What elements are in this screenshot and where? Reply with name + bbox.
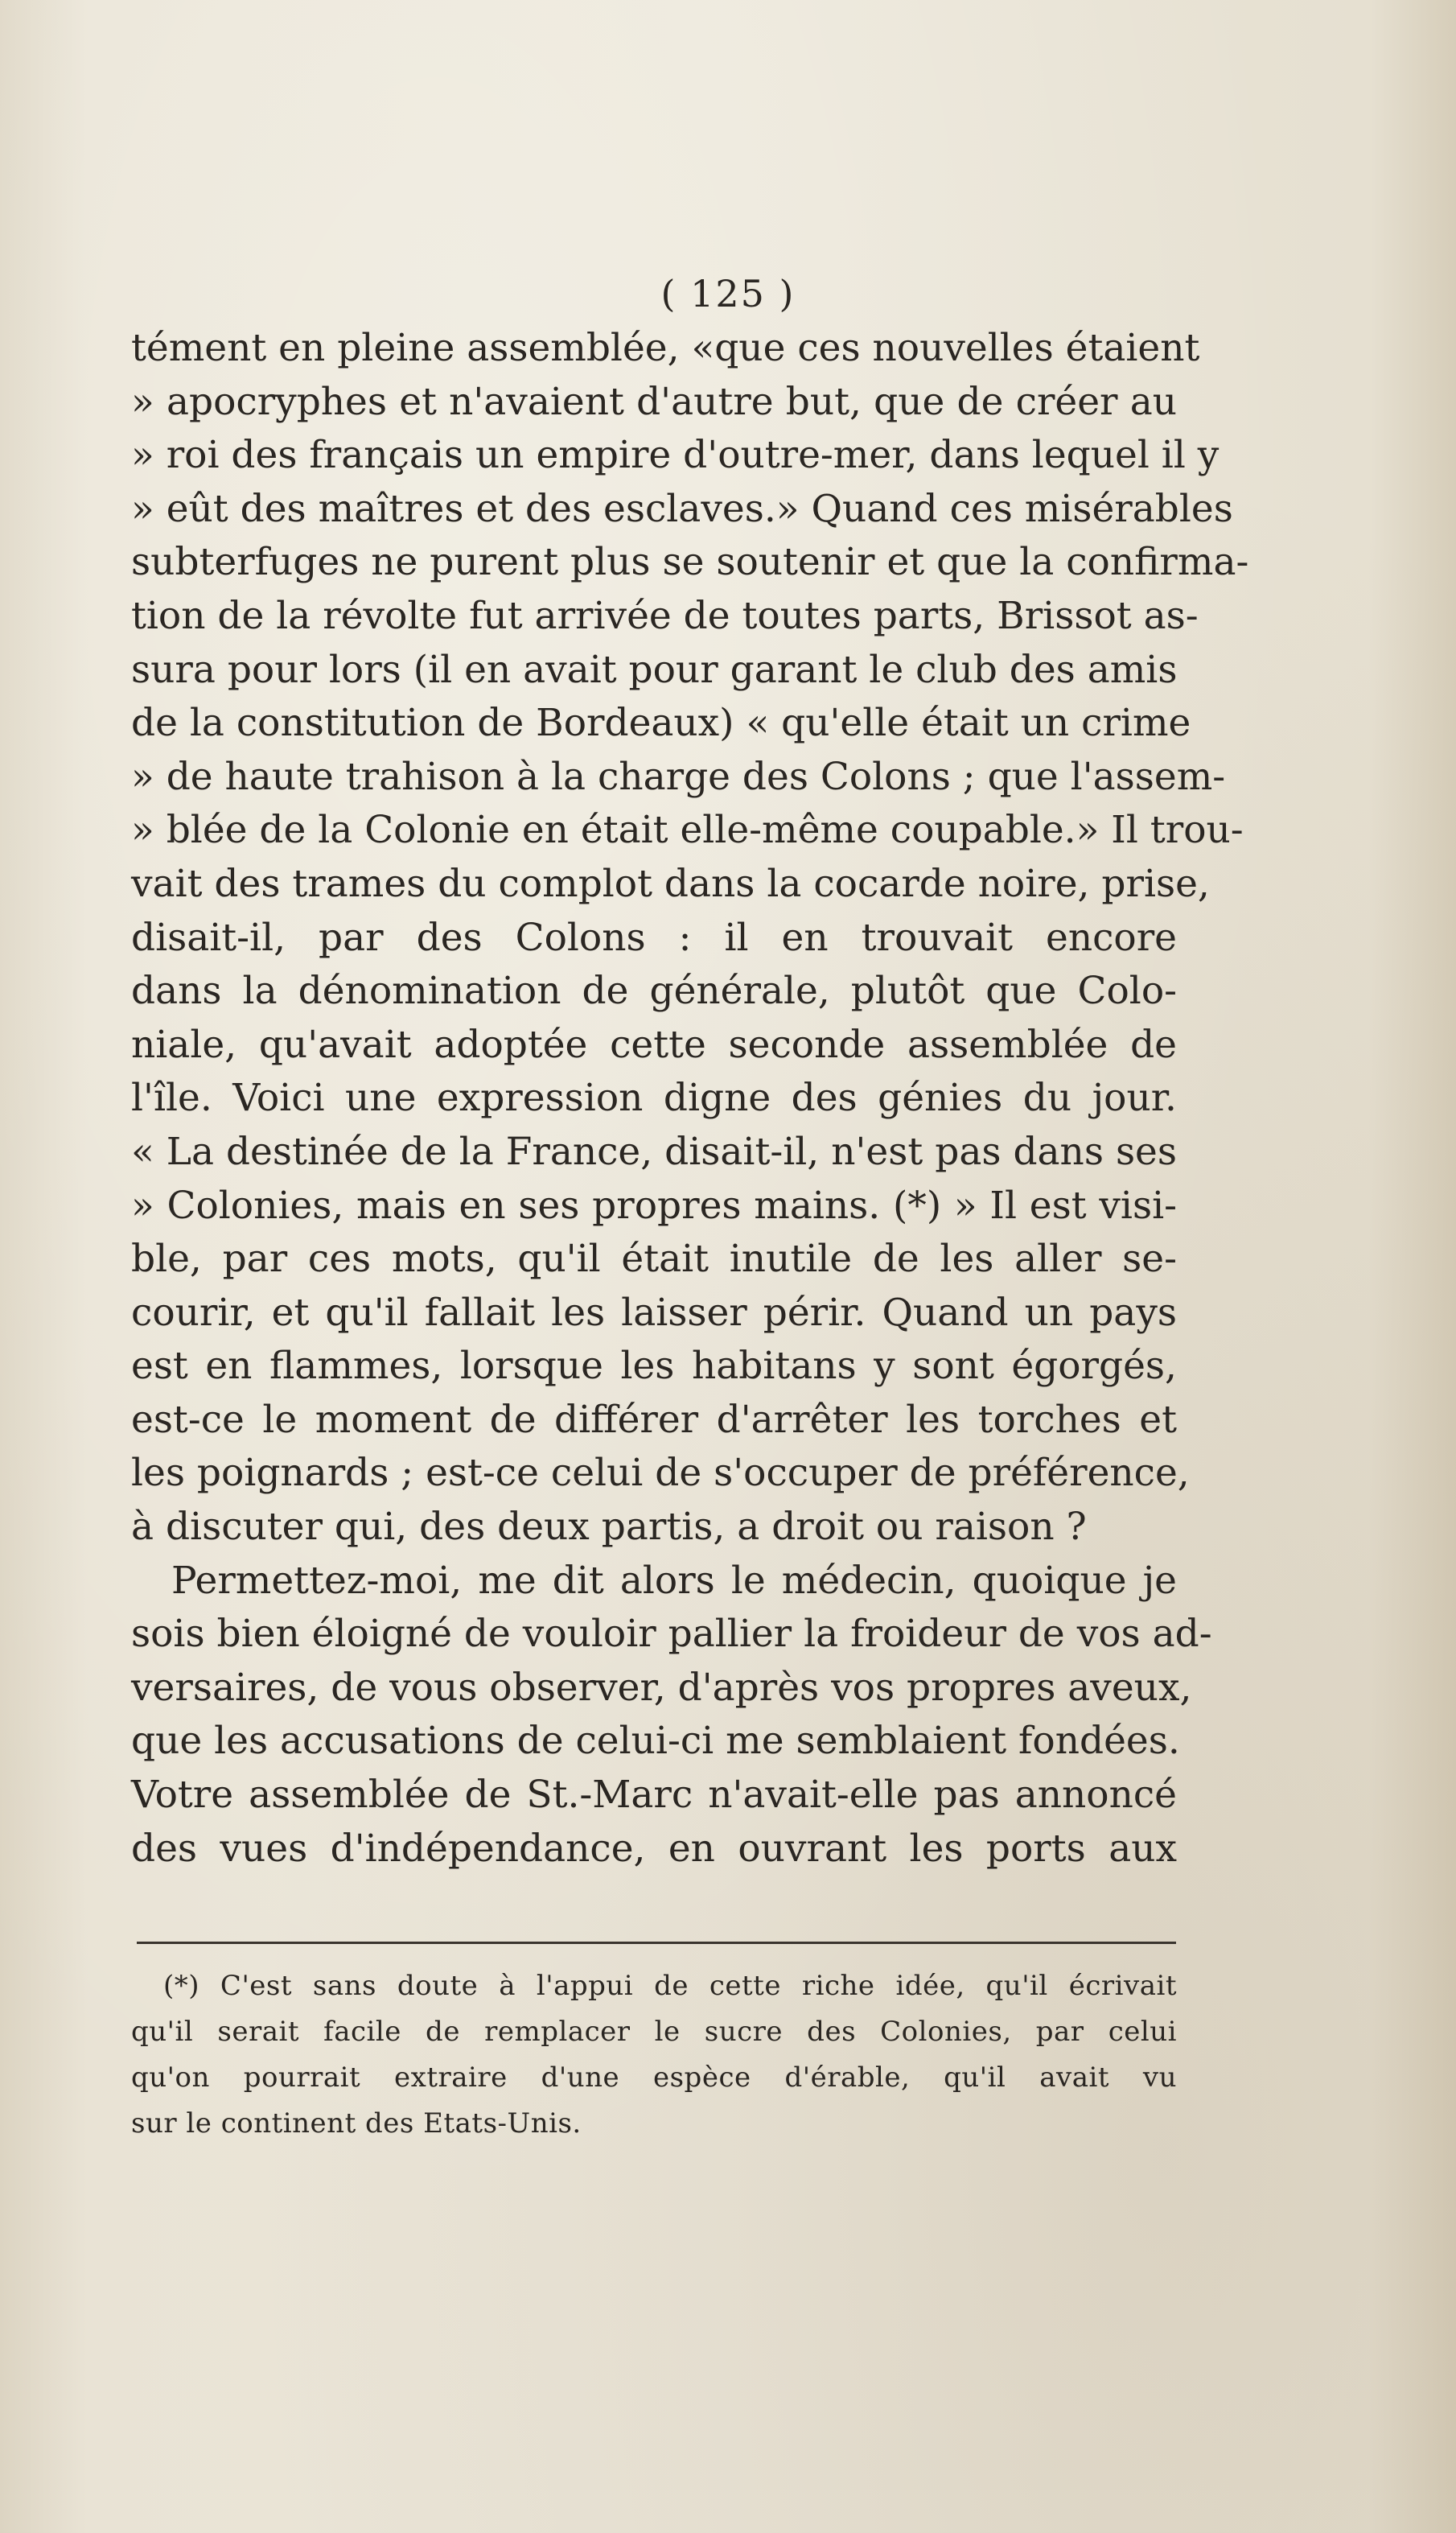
- text-line: sura pour lors (il en avait pour garant le club des amis: [131, 647, 1178, 692]
- text-line: disait-il, par des Colons : il en trouvait encore: [131, 915, 1177, 960]
- text-line: vait des trames du complot dans la cocarde noire, prise,: [131, 861, 1210, 906]
- text-line: » eût des maîtres et des esclaves.» Quand ces misérables: [131, 486, 1233, 531]
- text-line: tion de la révolte fut arrivée de toutes parts, Brissot as-: [131, 593, 1199, 638]
- text-line: courir, et qu'il fallait les laisser périr. Quand un pays: [131, 1290, 1177, 1335]
- footnote-line: sur le continent des Etats-Unis.: [131, 2107, 582, 2140]
- text-line: » roi des français un empire d'outre-mer, dans lequel il y: [131, 433, 1220, 478]
- footnote: [131, 1963, 1177, 2147]
- text-line: sois bien éloigné de vouloir pallier la froideur de vos ad-: [131, 1612, 1212, 1657]
- text-line: des vues d'indépendance, en ouvrant les ports aux: [131, 1826, 1177, 1871]
- text-line: » Colonies, mais en ses propres mains. (*) » Il est visi-: [131, 1183, 1177, 1228]
- text-line: est-ce le moment de différer d'arrêter les torches et: [131, 1397, 1177, 1442]
- text-line: ble, par ces mots, qu'il était inutile de les aller se-: [131, 1237, 1177, 1282]
- text-line: Permettez-moi, me dit alors le médecin, quoique je: [171, 1558, 1177, 1603]
- footnote-line: qu'on pourrait extraire d'une espèce d'érable, qu'il avait vu: [131, 2061, 1177, 2094]
- text-line: Votre assemblée de St.-Marc n'avait-elle pas annoncé: [131, 1773, 1177, 1818]
- text-line: versaires, de vous observer, d'après vos propres aveux,: [131, 1665, 1192, 1710]
- page-number: ( 125 ): [660, 272, 796, 315]
- footnote-divider: [137, 1942, 1176, 1944]
- text-line: l'île. Voici une expression digne des génies du jour.: [131, 1076, 1177, 1121]
- text-line: les poignards ; est-ce celui de s'occuper de préférence,: [131, 1451, 1190, 1496]
- text-line: de la constitution de Bordeaux) « qu'elle était un crime: [131, 701, 1191, 746]
- text-line: niale, qu'avait adoptée cette seconde assemblée de: [131, 1022, 1177, 1067]
- text-line: subterfuges ne purent plus se soutenir et que la confirma-: [131, 540, 1249, 585]
- text-line: » de haute trahison à la charge des Colons ; que l'assem-: [131, 754, 1226, 799]
- footnote-line: (*) C'est sans doute à l'appui de cette riche idée, qu'il écrivait: [163, 1970, 1177, 2002]
- text-line: » apocryphes et n'avaient d'autre but, que de créer au: [131, 379, 1177, 424]
- text-line: est en flammes, lorsque les habitans y sont égorgés,: [131, 1344, 1177, 1389]
- footnote-line: qu'il serait facile de remplacer le sucre des Colonies, par celui: [131, 2016, 1177, 2048]
- text-line: » blée de la Colonie en était elle-même coupable.» Il trou-: [131, 808, 1244, 853]
- text-line: « La destinée de la France, disait-il, n'est pas dans ses: [131, 1129, 1177, 1174]
- text-line: dans la dénomination de générale, plutôt que Colo-: [131, 969, 1177, 1014]
- body-text: [131, 322, 1249, 1876]
- text-line: à discuter qui, des deux partis, a droit ou raison ?: [131, 1505, 1087, 1550]
- text-line: tément en pleine assemblée, «que ces nouvelles étaient: [131, 326, 1200, 370]
- text-line: que les accusations de celui-ci me semblaient fondées.: [131, 1719, 1180, 1764]
